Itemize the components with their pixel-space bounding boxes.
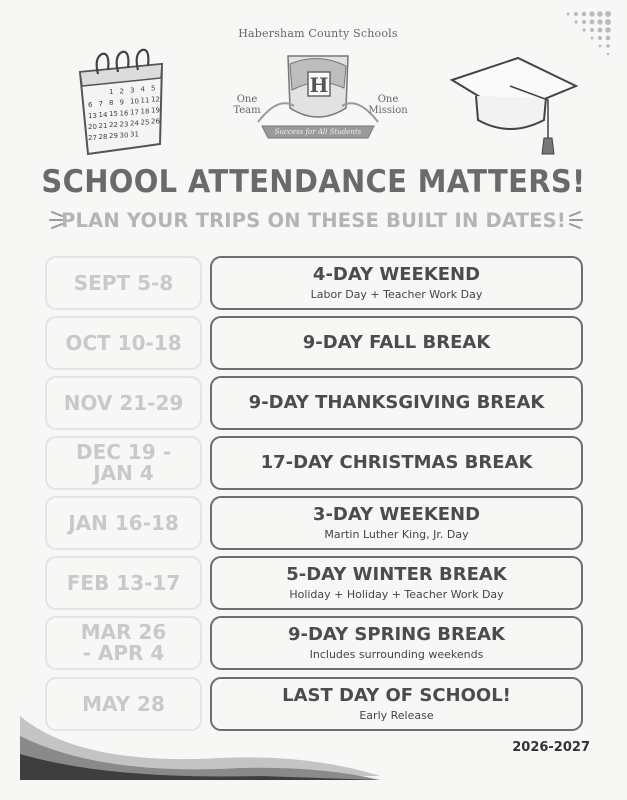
sparkle-right-decoration — [566, 208, 584, 232]
break-row — [45, 496, 583, 550]
break-dates: SEPT 5-8 — [45, 256, 202, 310]
school-year: 2026-2027 — [512, 740, 590, 755]
break-row — [45, 376, 583, 430]
break-note: Early Release — [359, 709, 434, 722]
calendar-day-number: 31 — [130, 130, 139, 139]
break-dates — [45, 436, 202, 490]
break-dates: NOV 21-29 — [45, 376, 202, 430]
wave-decoration — [20, 696, 380, 780]
break-dates: MAY 28 — [45, 677, 202, 731]
break-row — [45, 436, 583, 490]
break-row — [45, 316, 583, 370]
calendar-day-number: 21 — [98, 122, 108, 131]
calendar-day-number: 7 — [98, 100, 103, 109]
break-dates-text: DEC 19 - JAN 4 — [76, 440, 171, 485]
calendar-day-number: 1 — [109, 88, 114, 97]
break-dates: OCT 10-18 — [45, 316, 202, 370]
calendar-day-number: 16 — [119, 109, 129, 118]
calendar-day-number: 11 — [140, 96, 150, 105]
calendar-day-number: 13 — [88, 112, 97, 120]
break-card — [210, 556, 583, 610]
motto-right: One Mission — [368, 94, 408, 116]
break-card — [210, 316, 583, 370]
calendar-day-number: 14 — [98, 111, 108, 120]
break-card — [210, 496, 583, 550]
break-title: 4-DAY WEEKEND — [312, 264, 481, 285]
page-subtitle: PLAN YOUR TRIPS ON THESE BUILT IN DATES! — [61, 209, 566, 232]
break-dates: JAN 16-18 — [45, 496, 202, 550]
break-card — [210, 256, 583, 310]
break-title: 5-DAY WINTER BREAK — [286, 564, 507, 585]
calendar-day-number: 28 — [98, 133, 108, 142]
calendar-day-number: 30 — [119, 131, 129, 140]
calendar-day-number: 17 — [130, 108, 139, 117]
break-dates-text: MAR 26 - APR 4 — [80, 620, 167, 665]
calendar-day-number: 3 — [130, 86, 135, 95]
page-title: SCHOOL ATTENDANCE MATTERS! — [41, 162, 586, 200]
calendar-day-number: 22 — [109, 121, 118, 130]
graduation-cap-icon — [448, 56, 578, 156]
break-title: 9-DAY THANKSGIVING BREAK — [248, 392, 545, 413]
calendar-day-number: 23 — [119, 120, 129, 129]
break-title: LAST DAY OF SCHOOL! — [282, 685, 511, 706]
calendar-day-number: 5 — [151, 84, 156, 93]
break-note: Labor Day + Teacher Work Day — [310, 288, 483, 301]
break-card — [210, 436, 583, 490]
break-row — [45, 556, 583, 610]
calendar-day-number: 20 — [88, 123, 97, 131]
break-title: 3-DAY WEEKEND — [312, 504, 481, 525]
district-name: Habersham County Schools — [238, 27, 398, 40]
calendar-day-number: 10 — [130, 97, 139, 106]
logo-slogan: Success for All Students — [274, 128, 362, 136]
motto-left: One Team — [233, 94, 261, 116]
break-card — [210, 376, 583, 430]
calendar-day-number: 9 — [119, 98, 124, 107]
calendar-day-number: 4 — [140, 85, 145, 94]
break-card — [210, 616, 583, 670]
calendar-day-number: 19 — [151, 106, 160, 115]
break-note: Includes surrounding weekends — [309, 648, 484, 661]
calendar-day-number: 15 — [109, 110, 118, 119]
calendar-day-number: 2 — [119, 87, 124, 96]
calendar-day-number: 12 — [151, 95, 160, 104]
break-dates — [45, 616, 202, 670]
calendar-day-number: 24 — [130, 119, 139, 128]
break-note: Martin Luther King, Jr. Day — [324, 528, 469, 541]
calendar-icon — [70, 44, 170, 156]
break-title: 17-DAY CHRISTMAS BREAK — [260, 452, 533, 473]
calendar-day-number: 25 — [140, 118, 150, 127]
break-row — [45, 616, 583, 670]
calendar-day-number: 27 — [88, 134, 97, 142]
calendar-day-number: 8 — [109, 99, 114, 108]
calendar-day-number: 6 — [88, 101, 93, 109]
calendar-day-number: 26 — [151, 117, 160, 126]
calendar-day-number: 29 — [109, 132, 118, 141]
break-note: Holiday + Holiday + Teacher Work Day — [289, 588, 504, 601]
break-title: 9-DAY FALL BREAK — [302, 332, 491, 353]
calendar-day-number: 18 — [140, 107, 150, 116]
svg-text:H: H — [309, 73, 329, 97]
break-dates: FEB 13-17 — [45, 556, 202, 610]
break-title: 9-DAY SPRING BREAK — [287, 624, 506, 645]
break-row — [45, 256, 583, 310]
